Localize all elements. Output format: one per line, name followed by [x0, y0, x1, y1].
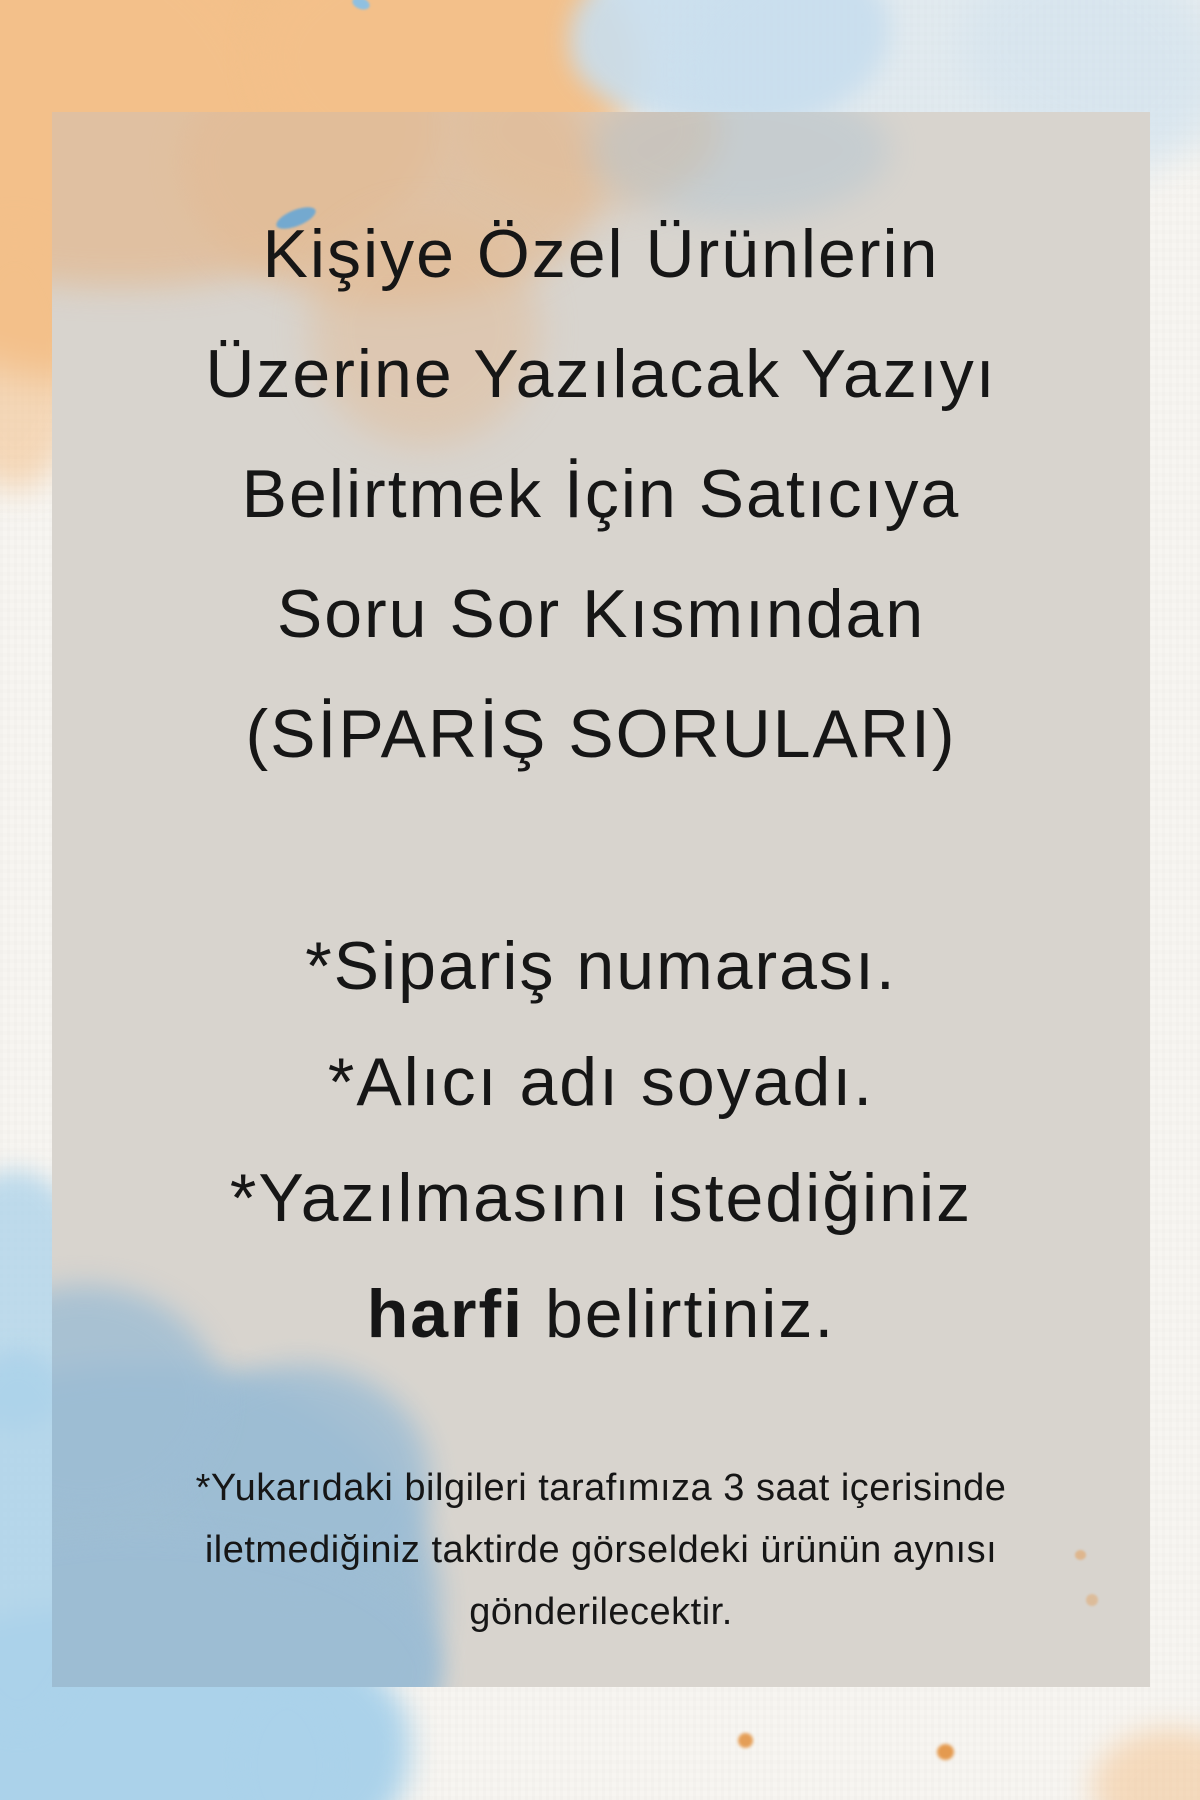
bullet-recipient-name: *Alıcı adı soyadı.	[327, 1044, 875, 1120]
note-line-1: *Yukarıdaki bilgileri tarafımıza 3 saat içerisinde	[195, 1467, 1007, 1509]
bullet-order-number: *Sipariş numarası.	[305, 928, 897, 1004]
title-line-1: Kişiye Özel Ürünlerin	[262, 216, 940, 292]
note-line-3: gönderilecektir.	[469, 1591, 733, 1633]
title-line-4: Soru Sor Kısmından	[276, 576, 926, 652]
deadline-note	[52, 1457, 1150, 1643]
note-line-2: iletmediğiniz taktirde görseldeki ürünün aynısı	[204, 1529, 998, 1571]
title-line-5: (SİPARİŞ SORULARI)	[245, 696, 957, 772]
bullet-letter-request: *Yazılmasını istediğiniz	[229, 1160, 973, 1236]
info-card	[52, 112, 1150, 1687]
bullet-rest-text: belirtiniz.	[524, 1276, 836, 1352]
bullet-letter-specify	[52, 1256, 1150, 1372]
order-info-list	[52, 908, 1150, 1372]
title-block	[52, 194, 1150, 794]
title-line-2: Üzerine Yazılacak Yazıyı	[205, 336, 997, 412]
title-line-3: Belirtmek İçin Satıcıya	[241, 456, 961, 532]
orange-dot-bottom-2	[937, 1744, 954, 1760]
orange-dot-bottom-1	[738, 1733, 753, 1748]
bullet-bold-word: harfi	[366, 1276, 525, 1352]
watercolor-orange-blob-bottom-right	[1092, 1728, 1200, 1800]
